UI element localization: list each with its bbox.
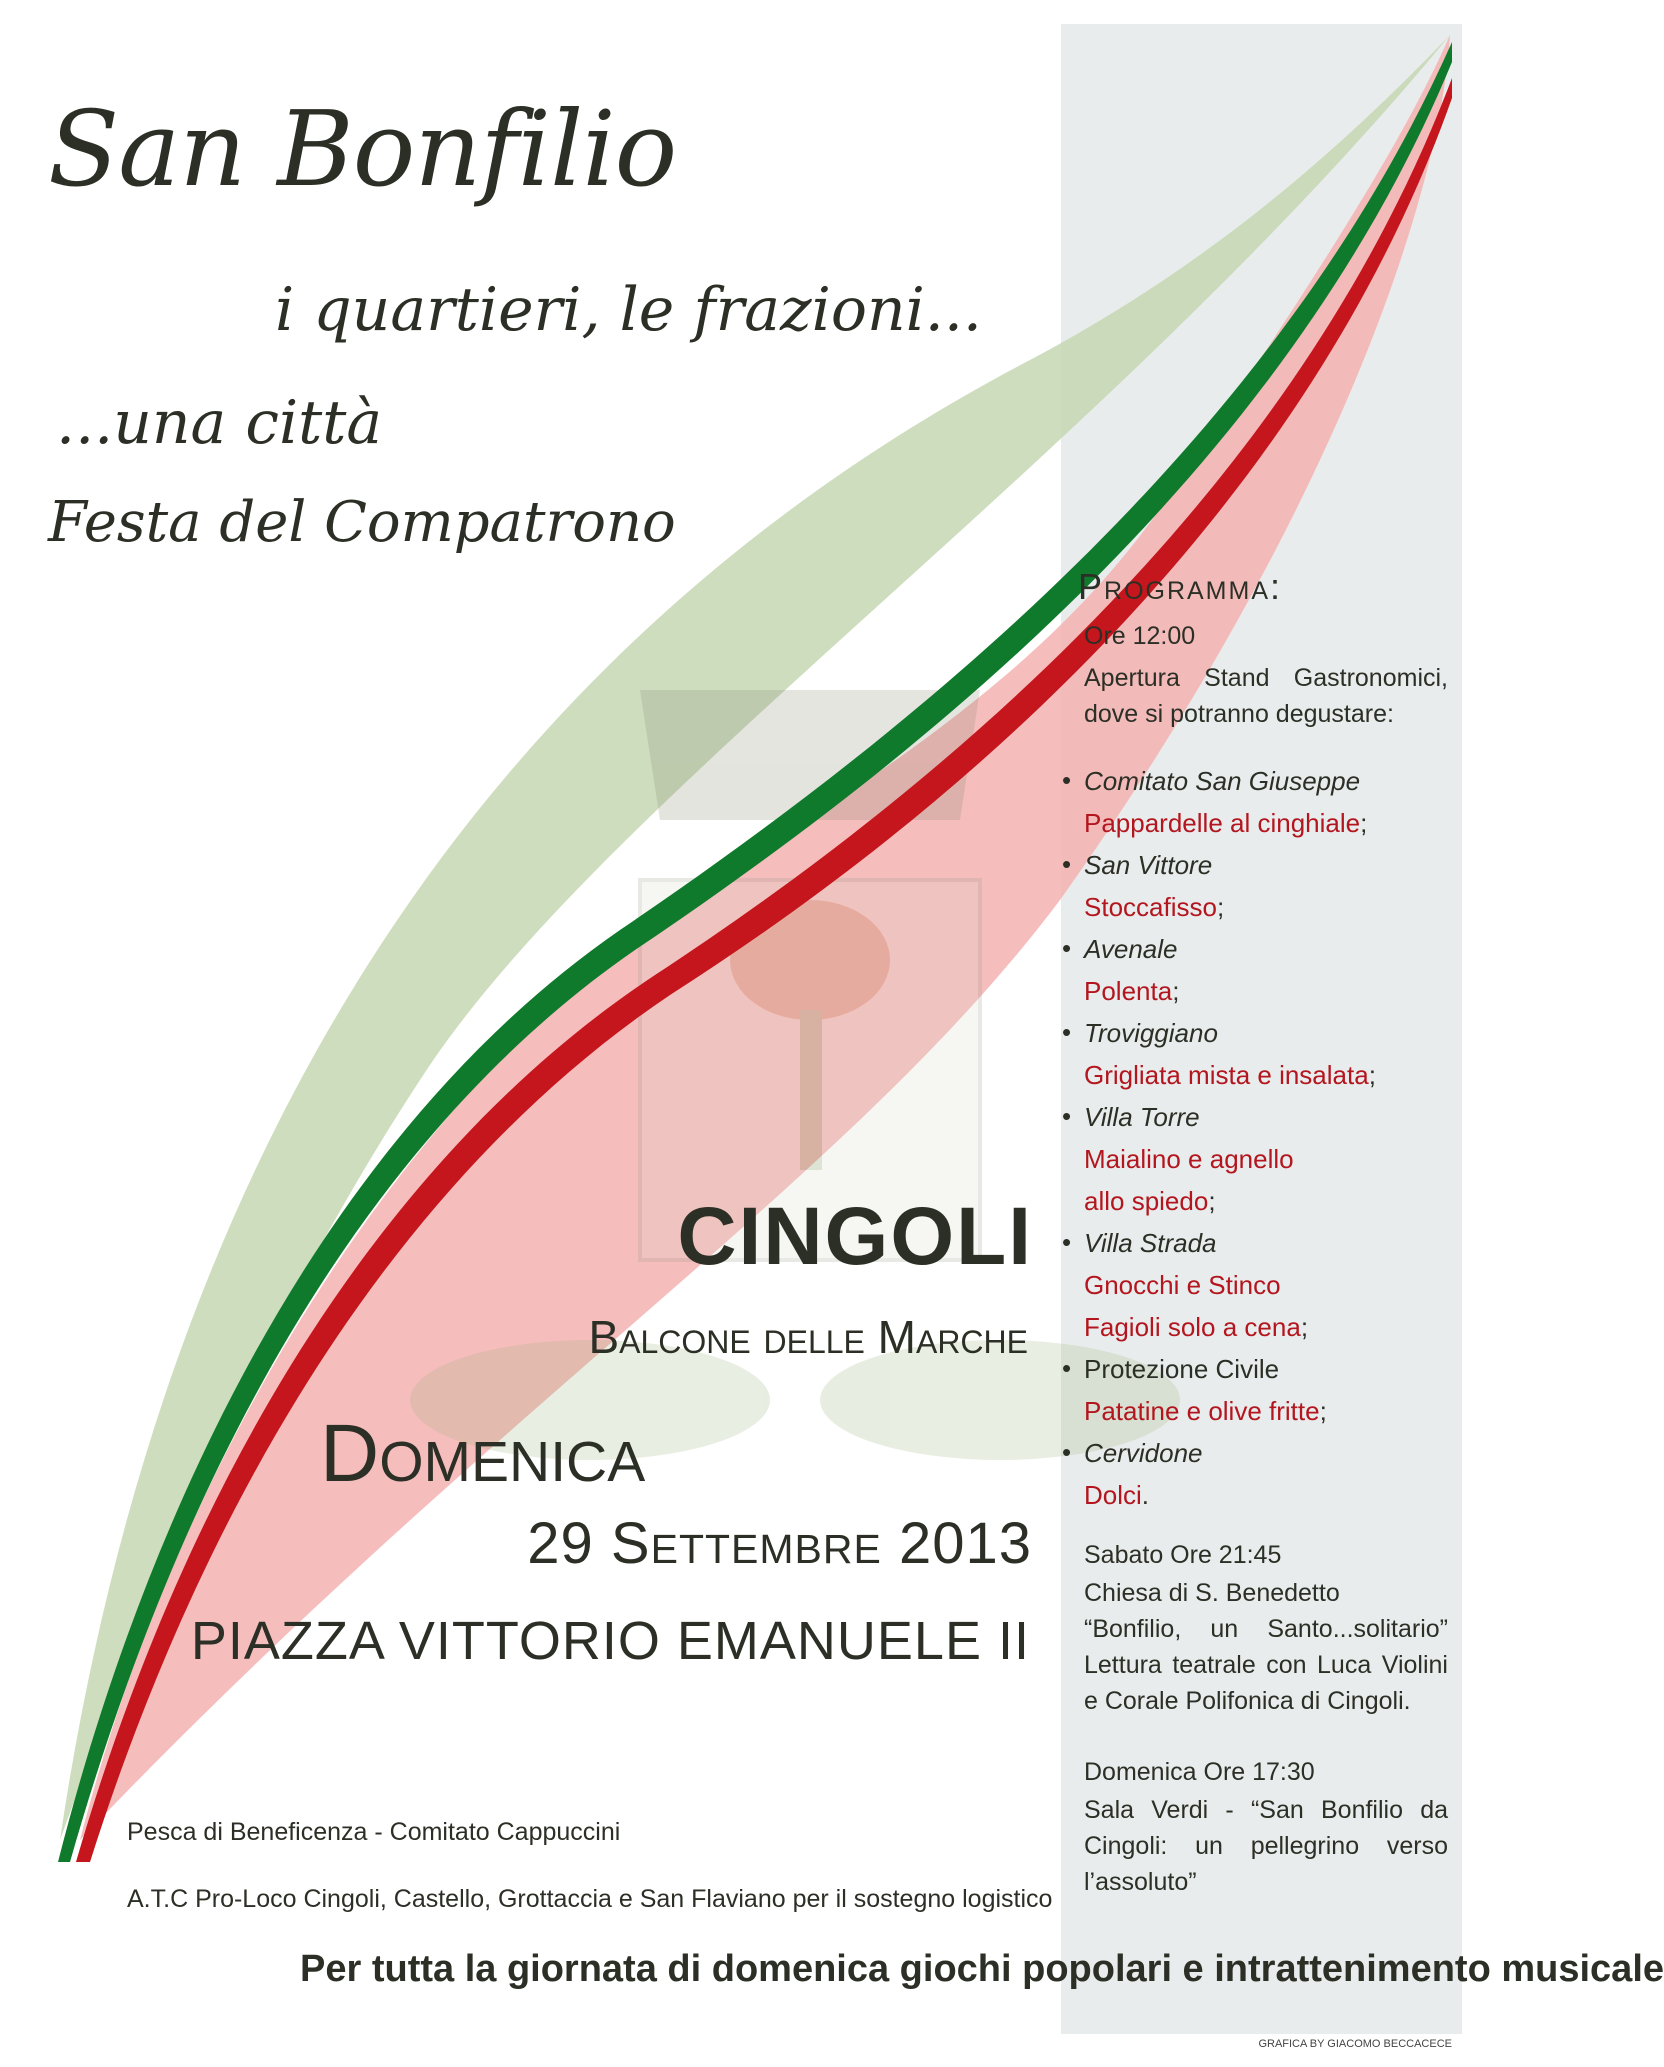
program-time: Ore 12:00 (1084, 622, 1196, 650)
stand-dish-text: Pappardelle al cinghiale (1084, 808, 1361, 838)
stand-name: Protezione Civile (1084, 1354, 1280, 1384)
stand-dish-text: Patatine e olive fritte (1084, 1396, 1320, 1426)
stand-dish-text: Fagioli solo a cena (1084, 1312, 1301, 1342)
stand-name: Cervidone (1084, 1438, 1203, 1468)
stand-bullet: • (1062, 1101, 1072, 1131)
stand-dish (1084, 1396, 1327, 1427)
subtitle-citta: ...una città (56, 388, 383, 458)
credit-line: GRAFICA BY GIACOMO BECCACECE (1258, 2038, 1452, 2050)
program-intro-2: dove si potranno degustare: (1084, 700, 1394, 728)
stand-name: Villa Strada (1084, 1228, 1217, 1258)
stand-dish-punctuation: ; (1300, 1312, 1309, 1342)
stand-name: Comitato San Giuseppe (1084, 766, 1361, 796)
stand-bullet: • (1062, 933, 1072, 963)
stand-dish (1084, 1480, 1149, 1511)
stand-dish (1084, 892, 1224, 923)
program-intro-1: Apertura Stand Gastronomici, (1084, 664, 1448, 692)
footer-pesca: Pesca di Beneficenza - Comitato Cappuccini (127, 1818, 621, 1846)
stand-dish-punctuation: ; (1172, 976, 1180, 1006)
domenica-line: Sala Verdi - “San Bonfilio da (1084, 1796, 1448, 1824)
stand-dish-text: allo spiedo (1084, 1186, 1209, 1216)
footer-sponsors: A.T.C Pro-Loco Cingoli, Castello, Grottaccia e San Flaviano per il sostegno logistico (127, 1885, 1053, 1913)
sabato-line: “Bonfilio, un Santo...solitario” (1084, 1615, 1448, 1643)
stand-dish-punctuation: ; (1216, 892, 1225, 922)
domenica-line: Cingoli: un pellegrino verso (1084, 1832, 1448, 1860)
stand-dish (1084, 1186, 1216, 1217)
stand-dish (1084, 1270, 1281, 1301)
event-place: PIAZZA VITTORIO EMANUELE II (190, 1611, 1030, 1671)
stand-dish (1084, 1144, 1294, 1175)
stand-dish (1084, 976, 1179, 1007)
sabato-line: e Corale Polifonica di Cingoli. (1084, 1687, 1411, 1715)
stand-dish-text: Gnocchi e Stinco (1084, 1270, 1281, 1300)
stand-dish (1084, 808, 1367, 839)
stand-dish-text: Maialino e agnello (1084, 1144, 1294, 1174)
stand-bullet: • (1062, 1017, 1072, 1047)
stand-bullet: • (1062, 1437, 1072, 1467)
stand-dish (1084, 1060, 1376, 1091)
stand-name: Avenale (1084, 934, 1178, 964)
event-day: Domenica (320, 1408, 646, 1499)
stand-dish-punctuation: ; (1208, 1186, 1216, 1216)
stand-dish-punctuation: ; (1360, 808, 1368, 838)
stand-bullet: • (1062, 849, 1072, 879)
program-title: Programma: (1078, 566, 1283, 607)
stand-dish-text: Dolci (1084, 1480, 1142, 1510)
footer-giochi: Per tutta la giornata di domenica giochi popolari e intrattenimento musicale (300, 1948, 1664, 1990)
stand-name: San Vittore (1084, 850, 1213, 880)
stand-dish-text: Grigliata mista e insalata (1084, 1060, 1369, 1090)
stand-dish-punctuation: ; (1319, 1396, 1327, 1426)
subtitle-festa: Festa del Compatrono (48, 490, 676, 555)
town-tagline: Balcone delle Marche (588, 1311, 1028, 1363)
stand-name: Villa Torre (1084, 1102, 1200, 1132)
stand-dish-text: Polenta (1084, 976, 1173, 1006)
domenica-line: l’assoluto” (1084, 1868, 1197, 1896)
sabato-heading: Sabato Ore 21:45 (1084, 1541, 1282, 1569)
stand-dish-punctuation: ; (1368, 1060, 1376, 1090)
event-title: San Bonfilio (48, 88, 677, 210)
stand-bullet: • (1062, 1227, 1072, 1257)
town-name: CINGOLI (677, 1191, 1033, 1282)
stand-dish (1084, 1312, 1308, 1343)
stand-bullet: • (1062, 1353, 1072, 1383)
event-date: 29 Settembre 2013 (527, 1511, 1032, 1576)
stand-dish-punctuation: . (1141, 1480, 1150, 1510)
stand-dish-text: Stoccafisso (1084, 892, 1217, 922)
subtitle-quartieri: i quartieri, le frazioni... (275, 275, 982, 345)
sabato-line: Lettura teatrale con Luca Violini (1084, 1651, 1448, 1679)
stand-bullet: • (1062, 765, 1072, 795)
domenica-heading: Domenica Ore 17:30 (1084, 1758, 1315, 1786)
sabato-line: Chiesa di S. Benedetto (1084, 1579, 1340, 1607)
stand-name: Troviggiano (1084, 1018, 1218, 1048)
